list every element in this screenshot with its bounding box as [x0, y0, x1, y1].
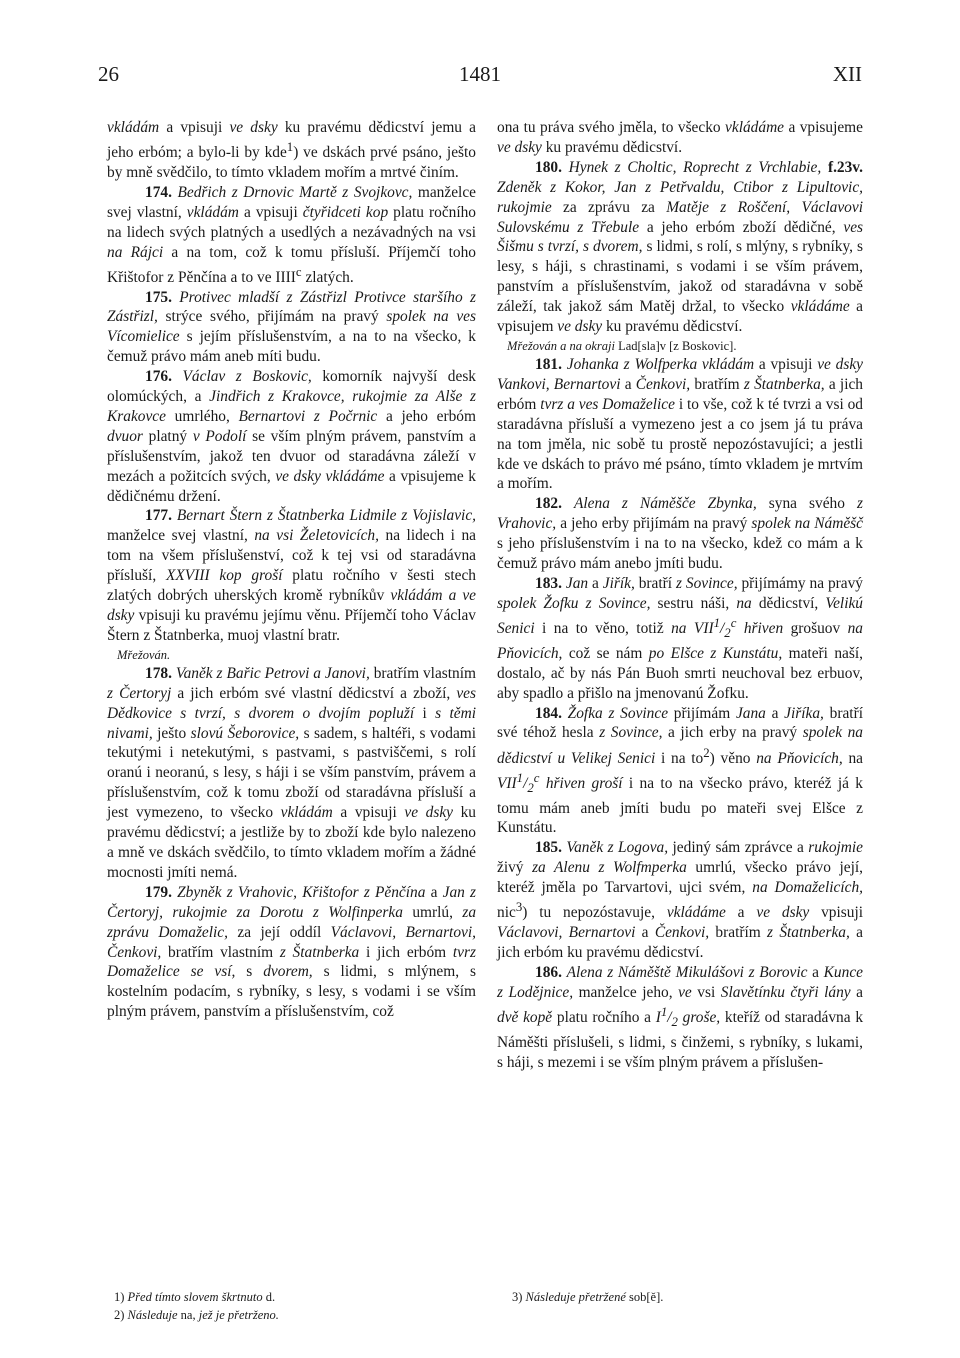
entry-186 [497, 963, 863, 1073]
entry-number: 184. [535, 704, 562, 722]
entry-text: Bedřich z Drnovic Martě z Svojkovc, manželce svej vlastní, vkládám a vpisuji čtyřidceti kop platu ročního na lidech svých platných a usedlých a nezávadných na vsi na Rájci a na tom, což k tomu přísluší. Příjemčí toho Křištofor z Pěnčína a to ve IIII$^c$ zlatých. [107, 183, 477, 286]
entry-number: 183. [535, 574, 562, 592]
entry-number: 176. [145, 368, 172, 386]
entry-number: 181. [535, 355, 562, 373]
entry-number: 182. [535, 495, 562, 513]
entry-text: Hynek z Choltic, Roprecht z Vrchlabie, f.23v. Zdeněk z Kokor, Jan z Petřvaldu, Ctibor z Lipultovic, rukojmie za zprávu za Matěje z Roščení, Václavovi Sulovskému z Třebule a jeho erbóm zboží dědičné, ves Šišmu s tvrzí, s dvorem, s lidmi, s rolí, s mlýny, s rybníky, s lesy, s háji, s chrastinami, s vodami i se vším právem, panstvím a příslušenstvím, jakož od staradávna v sobě záleží, tak jakož sám Matěj držal, to všecko vkládáme a vpisujem ve dsky ku pravému dědicství. [497, 158, 864, 336]
entry-number: 185. [535, 839, 562, 857]
footnote-marker: 3) [512, 1290, 523, 1304]
paragraph-continuation [107, 118, 476, 183]
marginal-note [497, 337, 863, 355]
entry-text: Protivec mladší z Zástřizl Protivce staršího z Zástřizl, strýce svého, přijímám na pravý spolek na ves Vícomielice s jejím příslušenstvím, a na to na všecko, k čemuž právo mám aneb míti budu. [107, 288, 476, 366]
entry-184 [497, 704, 863, 839]
entry-text: Bernart Štern z Štatnberka Lidmile z Vojislavic, manželce svej vlastní, na vsi Želetovicích, na lidech i na tom na všem příslušenství, což k tej vsi od staradávna přísluší, XXVIII kop groší platu ročního v šesti stech zlatých dobrých uherských kromě rybníkův vkládám a ve dsky vpisuji ku pravému jejímu věnu. Příjemčí toho Václav Štern z Štatnberka, muoj vlastní bratr. [107, 507, 477, 644]
entry-text: Václav z Boskovic, komorník najvyší desk olomúckých, a Jindřich z Krakovce, rukojmie za Alše z Krakovce umrlého, Bernartovi z Počrnic a jeho erbóm dvuor platný v Podolí se vším plným právem, panstvím a příslušenstvím, jakož ten dvuor od staradávna záleží v mezách a požitcích svých, ve dsky vkládáme a vpisujeme k dědičnému držení. [107, 368, 477, 505]
entry-text: Alena z Náměště Mikulášovi z Borovic a Kunce z Lodějnice, manželce jeho, ve vsi Slavětínku čtyři lány a dvě kopě platu ročního a $I^1/_2$ groše, kteříž od staradávna k Náměšti příslušeli, s lidmi, s činžemi, s rybníky, s lukami, s háji, s mezemi i se vším plným právem a příslušen- [497, 963, 864, 1071]
footnote-text: Následuje přetržené sob[ě]. [525, 1290, 664, 1304]
entry-text: Vaněk z Bařic Petrovi a Janovi, bratřím vlastním z Čertoryj a jich erbóm své vlastní dědicství a zboží, ves Dědkovice s tvrzí, s dvorem o dvojím popluží i s těmi nivami, ješto slovú Šeborovice, s sadem, s haltéři, s vodami tekutými i netekutými, s pastvami, s pastviščemi, s rolí oranú i neoranú, s lesy, s háji i se vším panstvím, právem a příslušenstvím, což k tomu zboží od staradávna přísluší a jest vymezeno, to všecko vkládám a vpisuji ve dsky ku pravému dědicství; a jestliže by to zboží kde bylo nalezeno a mně ve dskách svědčilo, to tímto vkladem mořím a žádné mocnosti jmíti nemá. [107, 664, 477, 881]
entry-number: 177. [145, 507, 172, 525]
entry-text: Jan a Jiřík, bratří z Sovince, přijímámy na pravý spolek Žofku z Sovince, sestru náši, na dědicství, Velikú Senici i na to věno, totiž na $VII^1/_2^c$ hřiven grošuov na Pňovicích, což se nám po Elšce z Kunstátu, mateři naší, dostalo, ač by nás Pán Buoh smrti neuchoval bez erbuov, aby spadlo a přišlo na jmenovanú Žofku. [497, 574, 863, 702]
entry-181 [497, 355, 863, 494]
entry-number: 174. [145, 183, 172, 201]
entry-number: 180. [535, 158, 562, 176]
entry-number: 186. [535, 963, 562, 981]
entry-text: Vaněk z Logova, jediný sám zprávce a rukojmie živý za Alenu z Wolfmperka umrlú, všecko právo její, kteréž jměla po Tarvartovi, ujci svém, na Domaželicích, nic$^3$) tu nepozóstavuje, vkládáme a ve dsky vpisuji Václavovi, Bernartovi a Čenkovi, bratřím z Štatnberka, a jich erbóm ku pravému dědicství. [497, 839, 864, 961]
entry-text: ona tu práva svého jměla, to všecko vkládáme a vpisujeme ve dsky ku pravému dědicství. [497, 119, 863, 156]
page-year: 1481 [459, 62, 501, 86]
footnote-marker: 1) [114, 1290, 125, 1304]
entry-179 [107, 883, 476, 1022]
page-header [98, 62, 862, 92]
entry-text: Johanka z Wolfperka vkládám a vpisuji ve dsky Vankovi, Bernartovi a Čenkovi, bratřím z Štatnberka, a jich erbóm tvrz a ves Domaželice i to vše, což k té tvrzi a vsi od staradávna přísluší a vymezeno jest a co jsem já tu práva na tom jměla, nic sobě tu prostě nepozóstavujíci; a jestli kde ve dskách to právo mé psáno, tímto vkladem je mrtvím a mořím. [497, 355, 864, 493]
entry-174 [107, 183, 476, 288]
footnote [114, 1288, 494, 1306]
entry-183 [497, 574, 863, 704]
entry-180 [497, 158, 863, 337]
entry-text: Alena z Náměšče Zbynka, syna svého z Vrahovic, a jeho erby přijímám na pravý spolek na Náměšč s jeho příslušenstvím i na to na všecko, kdež co mám a k čemuž právo mám anebo jmíti budu. [497, 495, 863, 573]
footnote-text: Před tímto slovem škrtnuto d. [127, 1290, 276, 1304]
entry-182 [497, 494, 863, 574]
footnote-text: Následuje na, jež je přetrženo. [127, 1308, 279, 1322]
entry-177 [107, 506, 476, 645]
entry-number: 178. [145, 664, 172, 682]
right-column [497, 118, 863, 1073]
footnote [512, 1288, 862, 1306]
entry-number: 175. [145, 288, 172, 306]
marginal-note [107, 646, 476, 664]
footnotes-left [114, 1288, 494, 1324]
section-number: XII [832, 62, 862, 86]
entry-176 [107, 367, 476, 506]
entry-number: 179. [145, 883, 172, 901]
entry-175 [107, 288, 476, 368]
paragraph-continuation [497, 118, 863, 158]
entry-text: Mřežován a na okraji Lad[sla]v [z Boskovic]. [507, 338, 737, 353]
entry-185 [497, 838, 863, 963]
entry-178 [107, 664, 476, 883]
entry-text: Mřežován. [117, 647, 171, 662]
page-number: 26 [98, 62, 119, 86]
entry-text: vkládám a vpisuji ve dsky ku pravému dědicství jemu a jeho erbóm; a bylo-li by kde$^1$) ve dskách prvé psáno, ješto by mně svědčilo, to tímto vkladem mořím a mrtvé činím. [107, 119, 477, 181]
footnote [114, 1306, 494, 1324]
footnotes-right [512, 1288, 862, 1306]
left-column [107, 118, 476, 1022]
footnote-marker: 2) [114, 1308, 125, 1322]
entry-text: Zbyněk z Vrahovic, Křištofor z Pěnčína a Jan z Čertoryj, rukojmie za Dorotu z Wolfinperka umrlú, za zprávu Domaželic, za její oddíl Václavovi, Bernartovi, Čenkovi, bratřím vlastním z Štatnberka i jich erbóm tvrz Domaželice se vsí, s dvorem, s lidmi, s mlýnem, s kostelním podacím, s rybníky, s lesy, s vodami i se vším plným právem, panstvím a příslušenstvím, což [107, 883, 477, 1021]
entry-text: Žofka z Sovince přijímám Jana a Jiříka, bratří své téhož hesla z Sovince, a jich erby na pravý spolek na dědicství u Velikej Senici i na $to^2$) věno na Pňovicích, na $VII^1/_2^c$ hřiven groší i na to na všecko právo, kteréž já k tomu mám aneb jmíti budu po mateři svej Elšce z Kunstátu. [497, 704, 864, 837]
